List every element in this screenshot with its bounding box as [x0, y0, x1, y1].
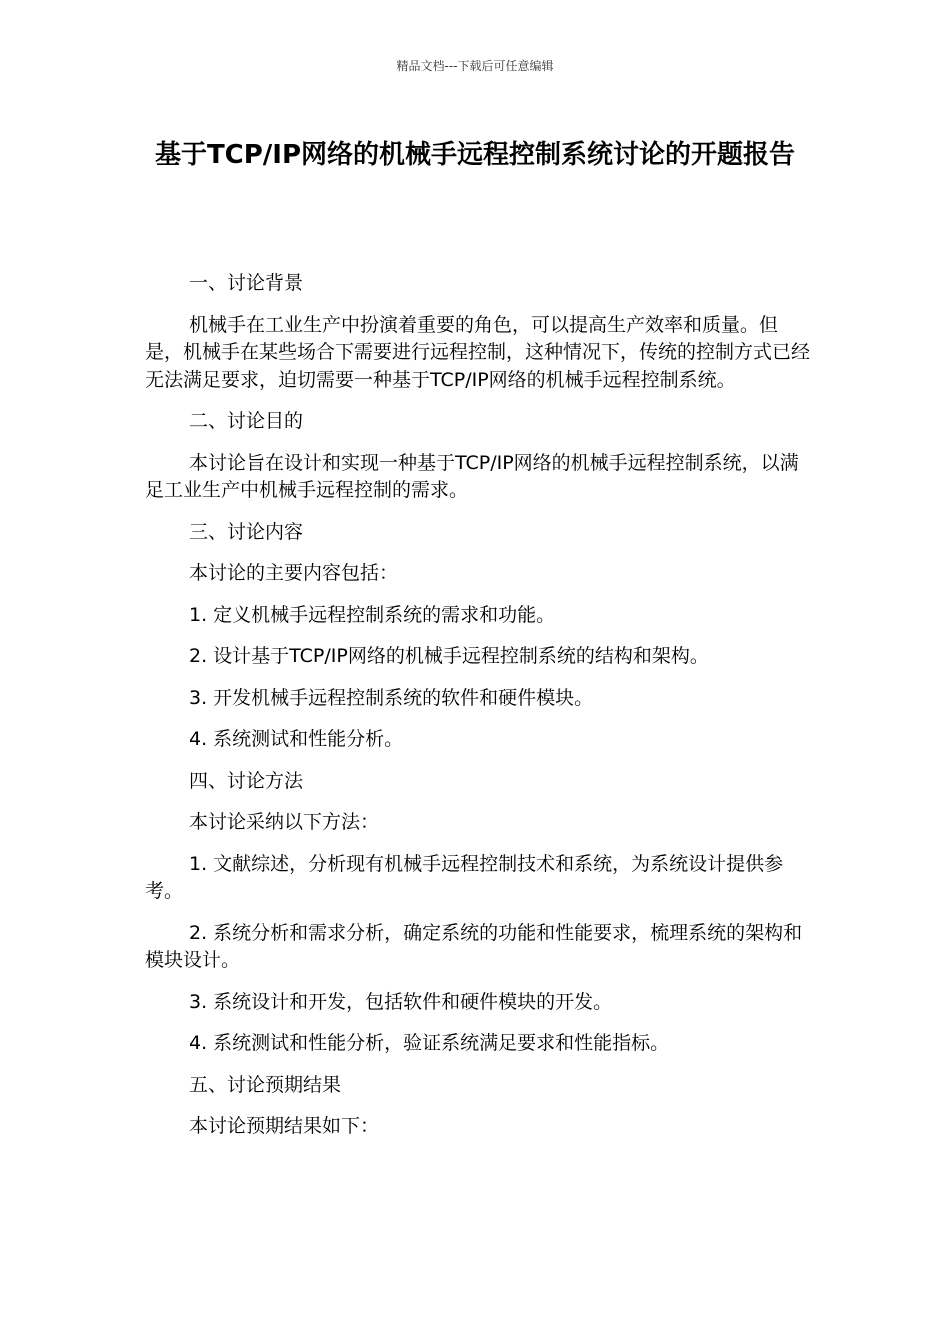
paragraph-content-intro: 本讨论的主要内容包括：	[189, 562, 399, 584]
section-heading-purpose: 二、讨论目的	[189, 410, 304, 432]
paragraph-expected-results-intro: 本讨论预期结果如下：	[189, 1115, 380, 1137]
section-heading-expected-results: 五、讨论预期结果	[189, 1073, 342, 1096]
section-heading-method: 四、讨论方法	[189, 769, 304, 792]
list-item: 2. 系统分析和需求分析，确定系统的功能和性能要求，梳理系统的架构和模块设计。	[145, 921, 803, 971]
list-item: 3. 开发机械手远程控制系统的软件和硬件模块。	[189, 686, 594, 709]
list-item: 4. 系统测试和性能分析。	[189, 728, 404, 750]
list-item: 3. 系统设计和开发，包括软件和硬件模块的开发。	[189, 990, 613, 1013]
section-heading-content: 三、讨论内容	[189, 520, 304, 543]
paragraph-method-intro: 本讨论采纳以下方法：	[189, 811, 380, 833]
list-item: 4. 系统测试和性能分析，验证系统满足要求和性能指标。	[189, 1032, 670, 1054]
document-title: 基于TCP/IP网络的机械手远程控制系统讨论的开题报告	[154, 140, 796, 170]
list-item: 1. 文献综述，分析现有机械手远程控制技术和系统，为系统设计提供参考。	[145, 852, 784, 902]
page-header: 精品文档---下载后可任意编辑	[396, 59, 554, 73]
list-item: 1. 定义机械手远程控制系统的需求和功能。	[189, 603, 556, 626]
paragraph-purpose: 本讨论旨在设计和实现一种基于TCP/IP网络的机械手远程控制系统，以满足工业生产中机械手远程控制的需求。	[145, 451, 799, 501]
section-heading-background: 一、讨论背景	[189, 272, 304, 294]
list-item: 2. 设计基于TCP/IP网络的机械手远程控制系统的结构和架构。	[189, 645, 709, 667]
document-body	[145, 270, 815, 1155]
paragraph-background: 机械手在工业生产中扮演着重要的角色，可以提高生产效率和质量。但是，机械手在某些场合下需要进行远程控制，这种情况下，传统的控制方式已经无法满足要求，迫切需要一种基于TCP/IP网络的机械手远程控制系统。	[145, 313, 811, 391]
